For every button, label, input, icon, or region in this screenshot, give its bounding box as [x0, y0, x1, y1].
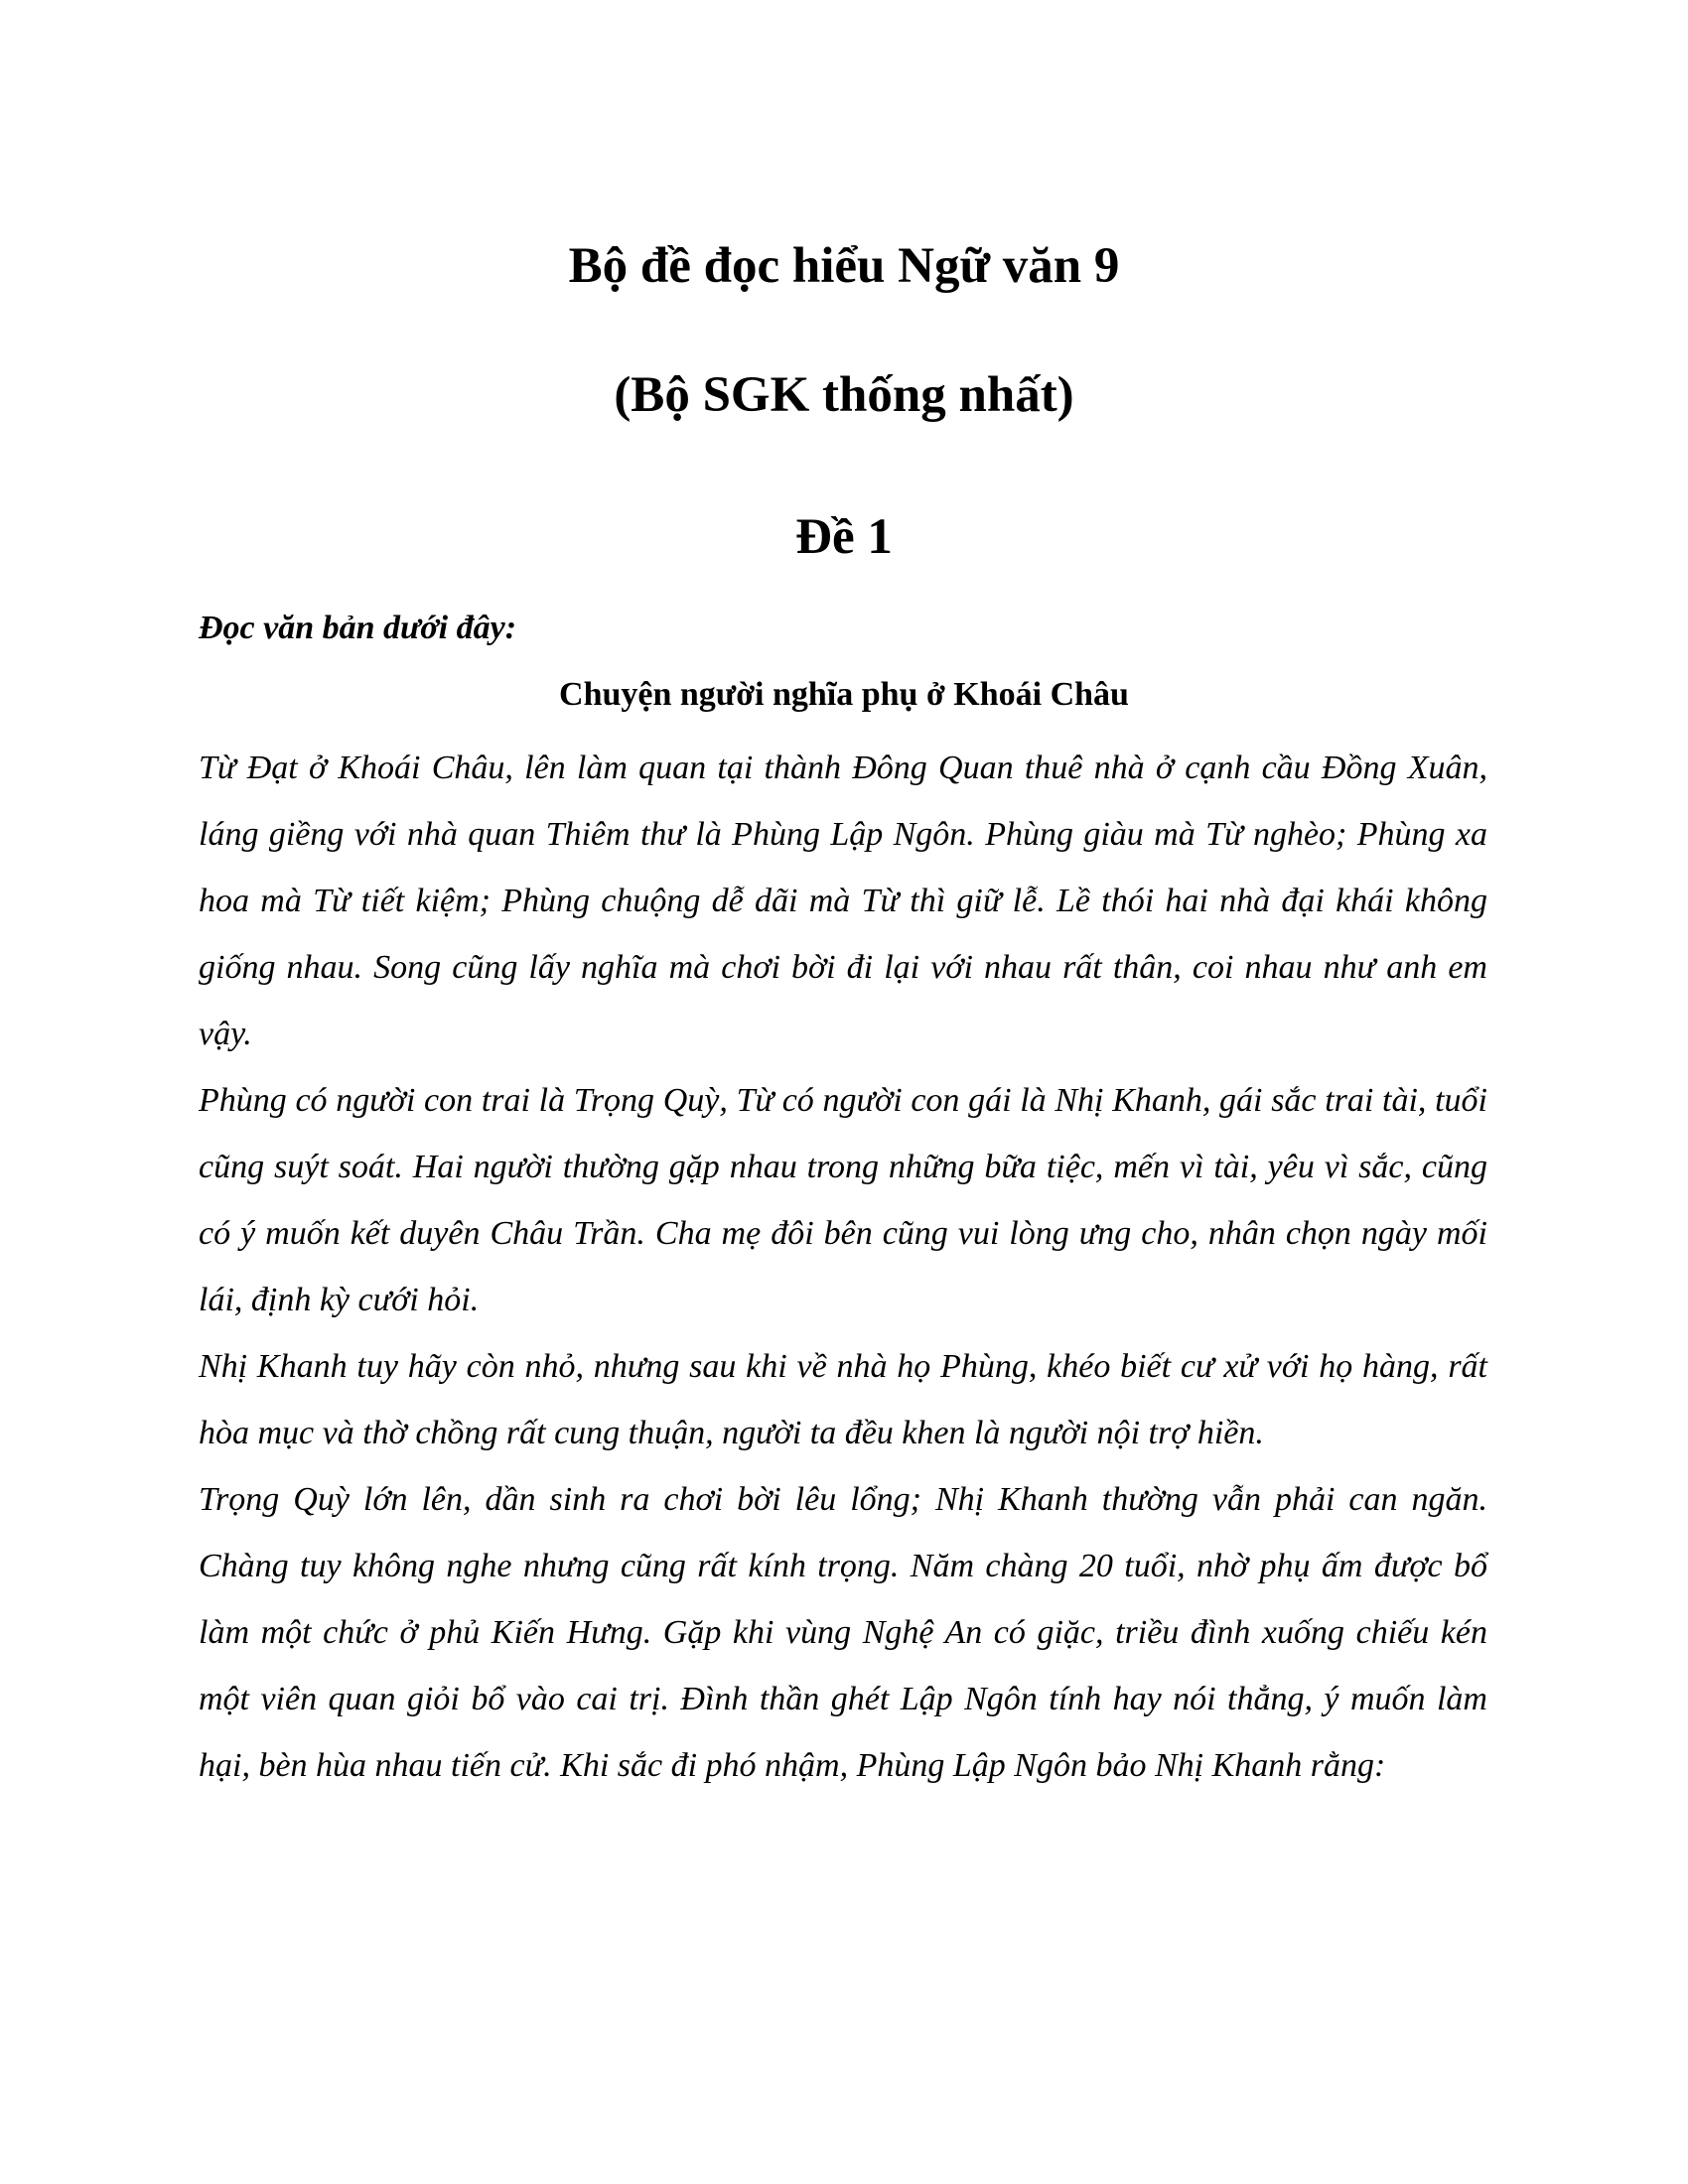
document-subtitle: (Bộ SGK thống nhất): [614, 367, 1074, 423]
document-title: Bộ đề đọc hiểu Ngữ văn 9: [568, 238, 1120, 294]
story-paragraph-2: Phùng có người con trai là Trọng Quỳ, Từ có người con gái là Nhị Khanh, gái sắc trai tài, tuổi cũng suýt soát. Hai người thường gặp nhau trong những bữa tiệc, mến vì tài, yêu vì sắc, cũng có ý muốn kết duyên Châu Trần. Cha mẹ đôi bên cũng vui lòng ưng cho, nhân chọn ngày mối lái, định kỳ cưới hỏi.: [199, 1082, 1487, 1318]
exam-heading: Đề 1: [795, 509, 893, 565]
reading-instruction: Đọc văn bản dưới đây:: [199, 610, 517, 646]
story-title: Chuyện người nghĩa phụ ở Khoái Châu: [559, 676, 1129, 713]
story-paragraph-1: Từ Đạt ở Khoái Châu, lên làm quan tại thành Đông Quan thuê nhà ở cạnh cầu Đồng Xuân, láng giềng với nhà quan Thiêm thư là Phùng Lập Ngôn. Phùng giàu mà Từ nghèo; Phùng xa hoa mà Từ tiết kiệm; Phùng chuộng dễ dãi mà Từ thì giữ lễ. Lề thói hai nhà đại khái không giống nhau. Song cũng lấy nghĩa mà chơi bời đi lại với nhau rất thân, coi nhau như anh em vậy.: [199, 750, 1487, 1052]
story-paragraph-4: Trọng Quỳ lớn lên, dần sinh ra chơi bời lêu lổng; Nhị Khanh thường vẫn phải can ngăn. Chàng tuy không nghe nhưng cũng rất kính trọng. Năm chàng 20 tuổi, nhờ phụ ấm được bổ làm một chức ở phủ Kiến Hưng. Gặp khi vùng Nghệ An có giặc, triều đình xuống chiếu kén một viên quan giỏi bổ vào cai trị. Đình thần ghét Lập Ngôn tính hay nói thẳng, ý muốn làm hại, bèn hùa nhau tiến cử. Khi sắc đi phó nhậm, Phùng Lập Ngôn bảo Nhị Khanh rằng:: [199, 1481, 1487, 1784]
story-paragraph-3: Nhị Khanh tuy hãy còn nhỏ, nhưng sau khi về nhà họ Phùng, khéo biết cư xử với họ hàng, rất hòa mục và thờ chồng rất cung thuận, người ta đều khen là người nội trợ hiền.: [199, 1348, 1487, 1451]
story-body: [199, 735, 1487, 1799]
